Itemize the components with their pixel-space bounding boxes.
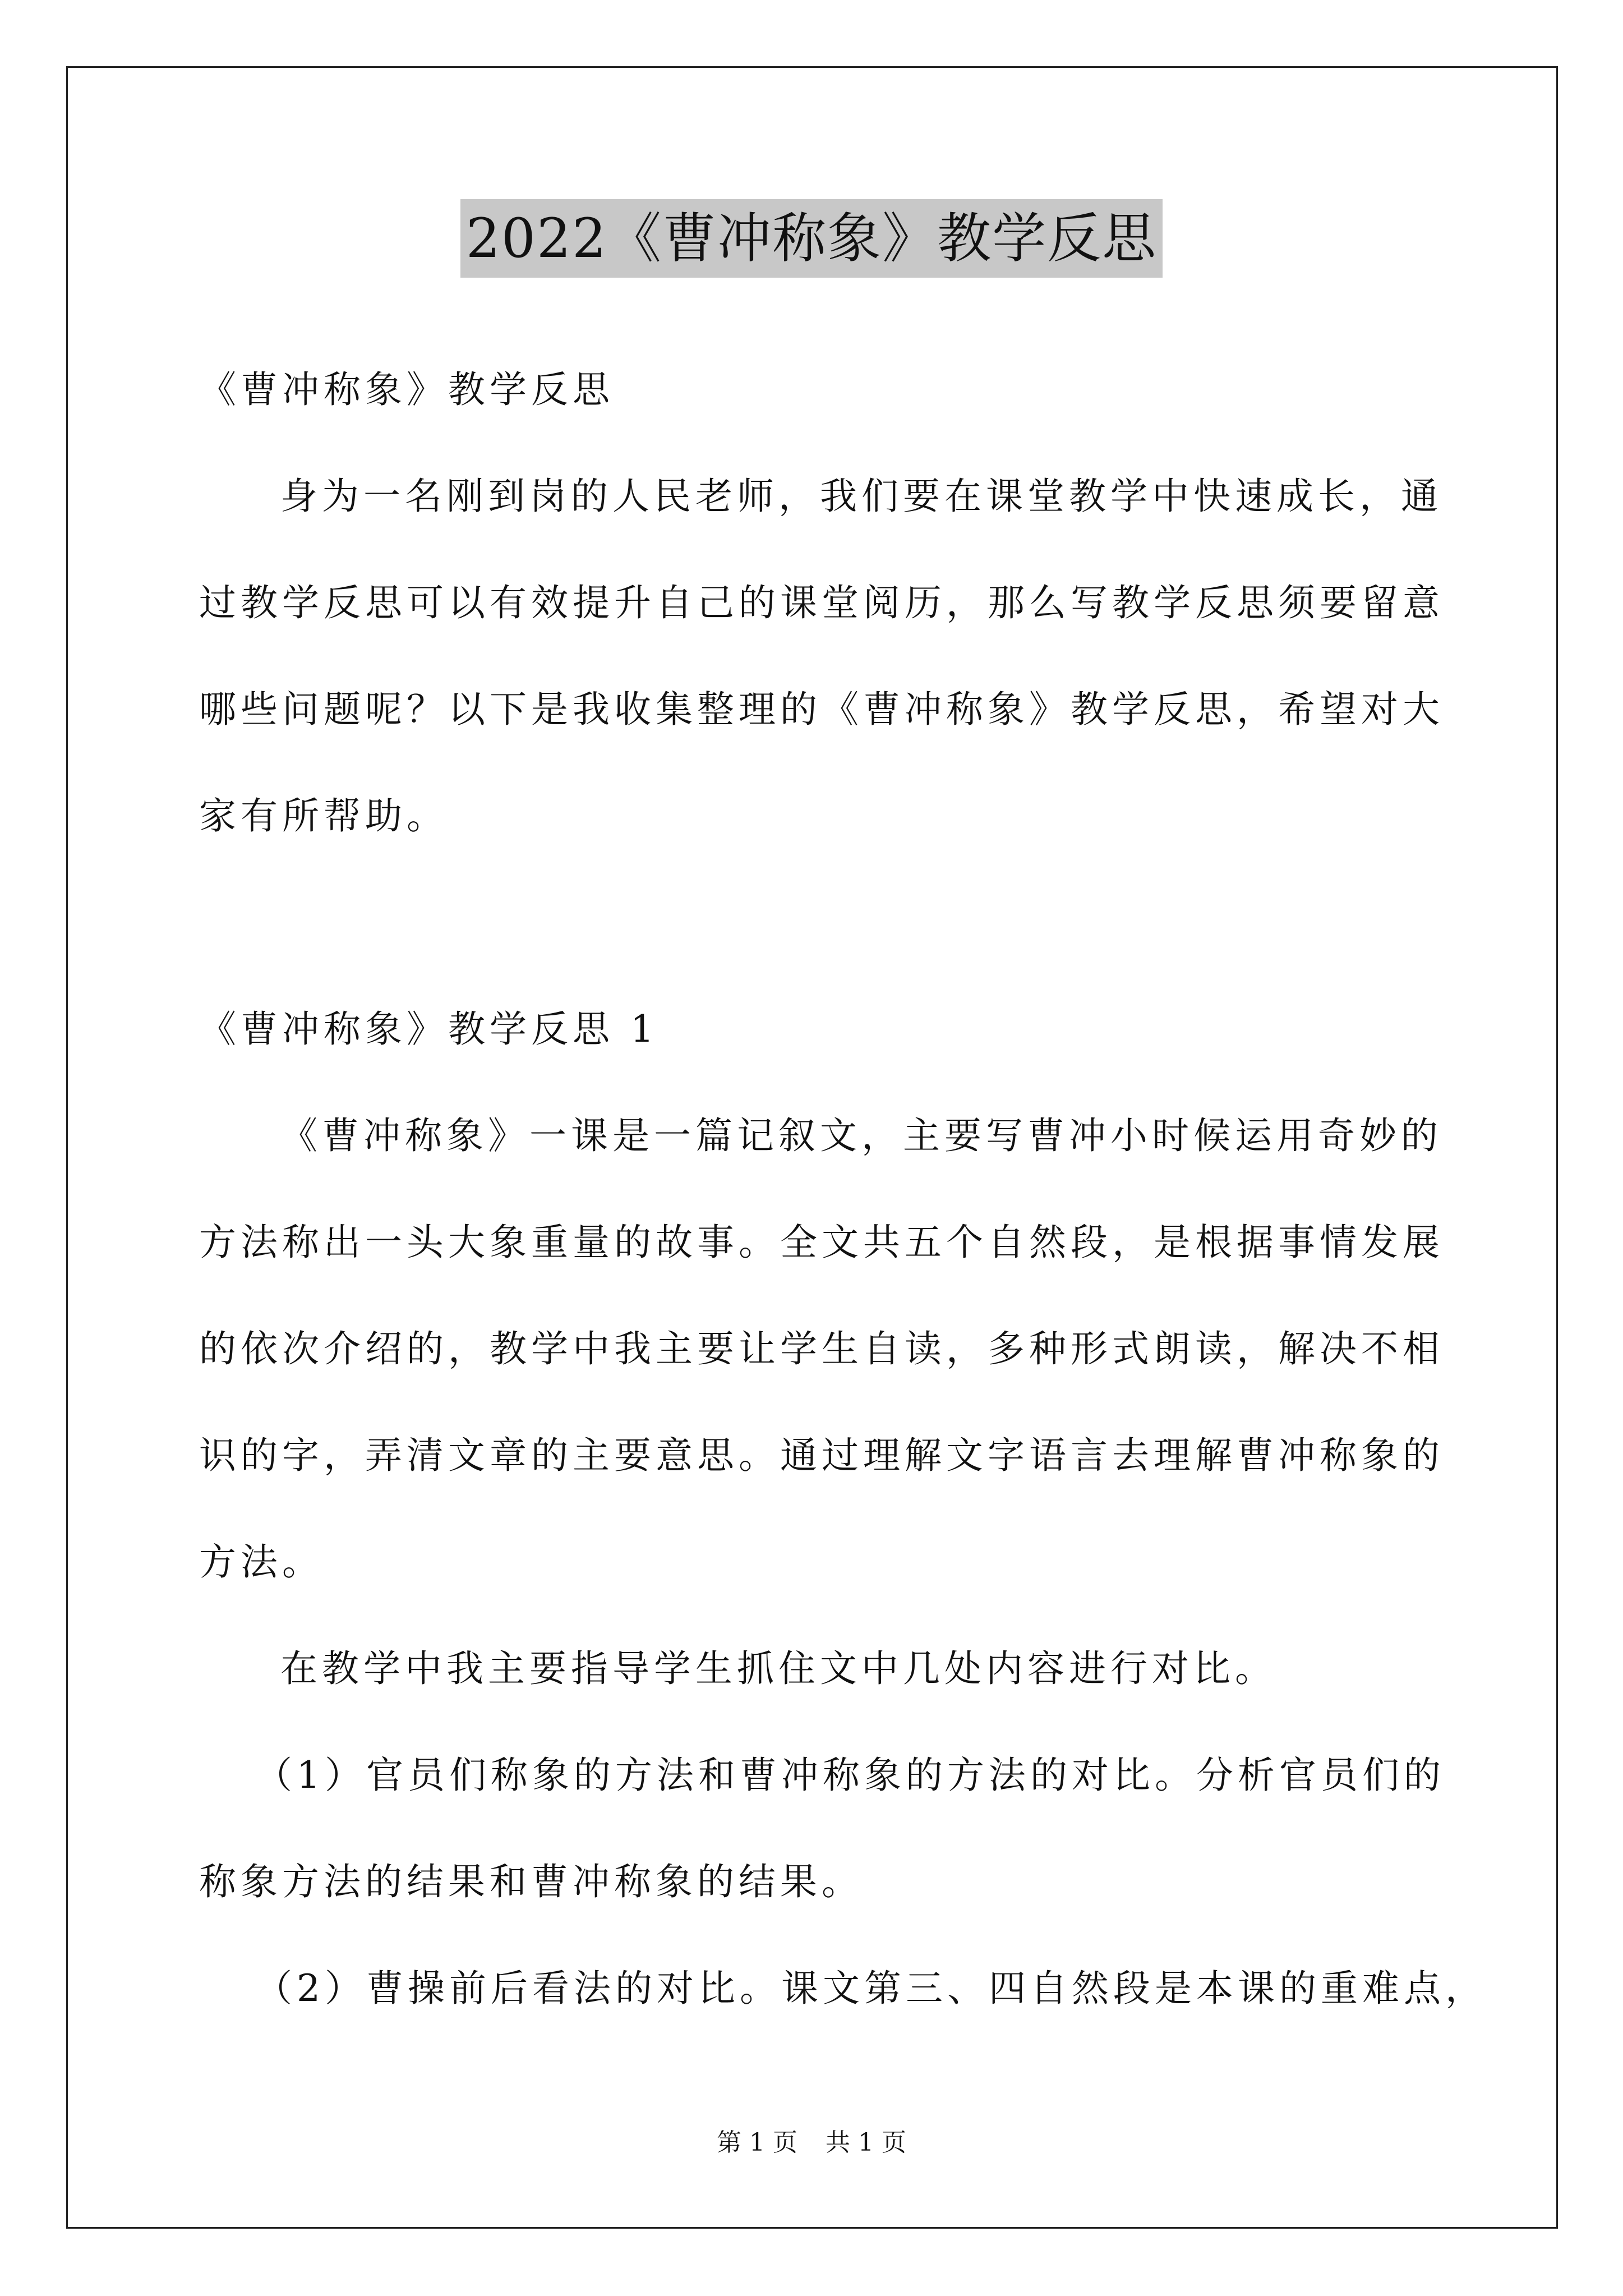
title-container [0,199,1623,278]
document-title: 2022《曹冲称象》教学反思 [460,199,1163,278]
paragraph-line: 称象方法的结果和曹冲称象的结果。 [199,1860,863,1903]
page-total: 共 1 页 [826,2128,906,2157]
paragraph-line: （1）官员们称象的方法和曹冲称象的方法的对比。分析官员们的 [255,1754,1445,1797]
paragraph-line: 的依次介绍的，教学中我主要让学生自读，多种形式朗读，解决不相 [199,1327,1444,1370]
paragraph-line: 《曹冲称象》一课是一篇记叙文，主要写曹冲小时候运用奇妙的 [280,1114,1442,1157]
paragraph-line: 在教学中我主要指导学生抓住文中几处内容进行对比。 [280,1647,1276,1690]
subtitle: 《曹冲称象》教学反思 [199,368,614,411]
document-body [199,337,1487,2042]
intro-line: 身为一名刚到岗的人民老师，我们要在课堂教学中快速成长，通 [280,475,1442,518]
paragraph-line: 方法。 [199,1540,324,1584]
paragraph-line: （2）曹操前后看法的对比。课文第三、四自然段是本课的重难点， [255,1967,1487,2010]
section-heading: 《曹冲称象》教学反思 1 [199,1007,658,1051]
paragraph-line: 方法称出一头大象重量的故事。全文共五个自然段，是根据事情发展 [199,1221,1444,1264]
intro-line: 过教学反思可以有效提升自己的课堂阅历，那么写教学反思须要留意 [199,581,1444,624]
intro-line: 哪些问题呢？以下是我收集整理的《曹冲称象》教学反思，希望对大 [199,688,1444,731]
spacer [199,869,1433,976]
page-footer [0,2126,1623,2160]
intro-line: 家有所帮助。 [199,794,448,838]
paragraph-line: 识的字，弄清文章的主要意思。通过理解文字语言去理解曹冲称象的 [199,1434,1444,1477]
page-number: 第 1 页 [717,2128,797,2157]
